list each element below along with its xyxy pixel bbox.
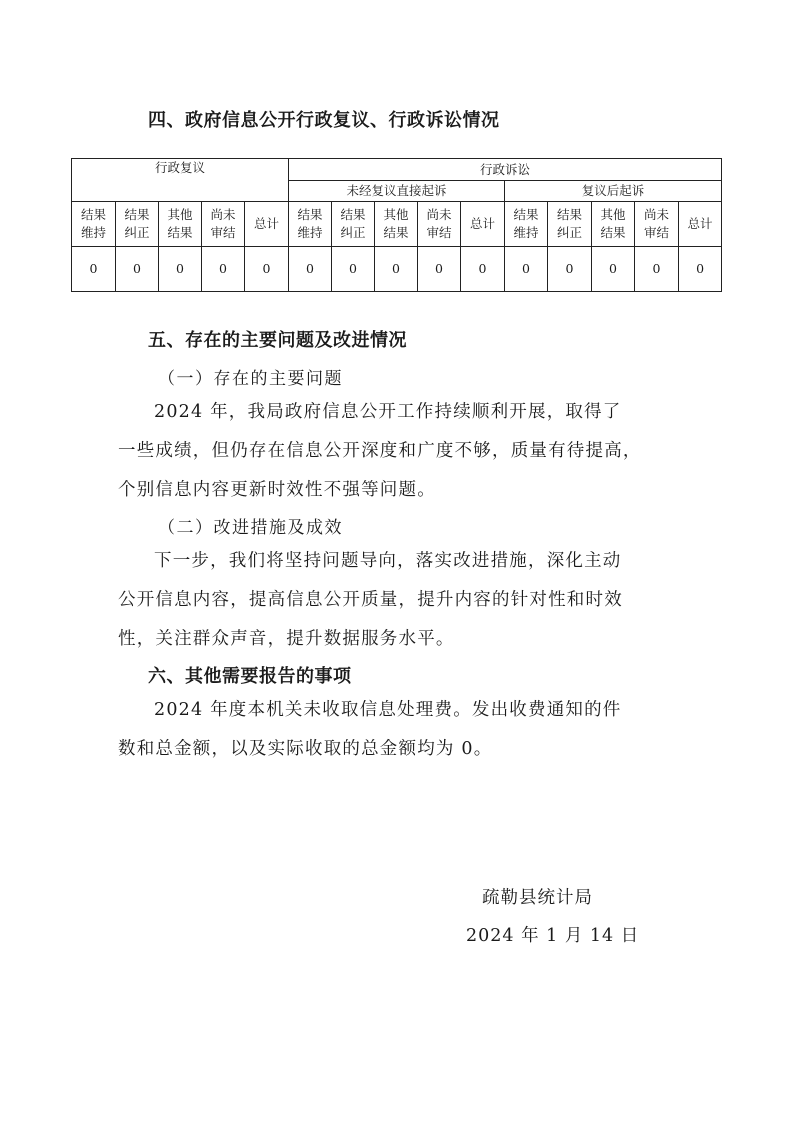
signature-org: 疏勒县统计局 xyxy=(482,888,593,908)
col-correct: 结果 纠正 xyxy=(548,202,592,247)
improvements-paragraph xyxy=(118,542,684,659)
value-cell: 0 xyxy=(159,247,202,292)
col-correct: 结果 纠正 xyxy=(332,202,375,247)
group-header-litigation: 行政诉讼 xyxy=(289,159,722,181)
paragraph-line: 2024 年，我局政府信息公开工作持续顺利开展，取得了 xyxy=(154,402,622,422)
col-total: 总计 xyxy=(461,202,505,247)
col-uphold: 结果 维持 xyxy=(289,202,332,247)
value-cell: 0 xyxy=(679,247,722,292)
col-pending: 尚未 审结 xyxy=(202,202,245,247)
value-cell: 0 xyxy=(635,247,679,292)
paragraph-line: 一些成绩，但仍存在信息公开深度和广度不够，质量有待提高， xyxy=(118,441,642,461)
value-cell: 0 xyxy=(245,247,289,292)
signature-date: 2024 年 1 月 14 日 xyxy=(466,926,640,946)
value-cell: 0 xyxy=(332,247,375,292)
col-pending: 尚未 审结 xyxy=(635,202,679,247)
subgroup-header-direct: 未经复议直接起诉 xyxy=(289,181,505,202)
col-pending: 尚未 审结 xyxy=(418,202,461,247)
review-litigation-table xyxy=(71,158,722,292)
value-cell: 0 xyxy=(289,247,332,292)
col-other: 其他 结果 xyxy=(375,202,418,247)
subheading-improvements: （二）改进措施及成效 xyxy=(158,518,343,538)
paragraph-line: 公开信息内容，提高信息公开质量，提升内容的针对性和时效 xyxy=(118,590,623,610)
value-cell: 0 xyxy=(116,247,159,292)
value-cell: 0 xyxy=(202,247,245,292)
section-4-heading: 四、政府信息公开行政复议、行政诉讼情况 xyxy=(148,110,500,131)
section-6-heading: 六、其他需要报告的事项 xyxy=(148,666,352,687)
table-row xyxy=(72,247,722,292)
paragraph-line: 2024 年度本机关未收取信息处理费。发出收费通知的件 xyxy=(154,700,622,720)
section-5-heading: 五、存在的主要问题及改进情况 xyxy=(148,330,407,351)
value-cell: 0 xyxy=(418,247,461,292)
col-correct: 结果 纠正 xyxy=(116,202,159,247)
value-cell: 0 xyxy=(592,247,635,292)
value-cell: 0 xyxy=(548,247,592,292)
column-header-row xyxy=(72,202,722,247)
col-total: 总计 xyxy=(679,202,722,247)
col-other: 其他 结果 xyxy=(592,202,635,247)
col-uphold: 结果 维持 xyxy=(505,202,548,247)
paragraph-line: 下一步，我们将坚持问题导向，落实改进措施，深化主动 xyxy=(154,551,622,571)
paragraph-line: 性，关注群众声音，提升数据服务水平。 xyxy=(118,629,455,649)
subgroup-header-after-review: 复议后起诉 xyxy=(505,181,722,202)
problems-paragraph xyxy=(118,393,684,510)
col-uphold: 结果 维持 xyxy=(72,202,116,247)
col-other: 其他 结果 xyxy=(159,202,202,247)
paragraph-line: 个别信息内容更新时效性不强等问题。 xyxy=(118,480,436,500)
paragraph-line: 数和总金额，以及实际收取的总金额均为 0。 xyxy=(118,739,493,759)
subheading-problems: （一）存在的主要问题 xyxy=(158,369,343,389)
value-cell: 0 xyxy=(72,247,116,292)
value-cell: 0 xyxy=(375,247,418,292)
group-header-review: 行政复议 xyxy=(72,159,289,202)
fees-paragraph xyxy=(118,691,684,769)
col-total: 总计 xyxy=(245,202,289,247)
value-cell: 0 xyxy=(505,247,548,292)
value-cell: 0 xyxy=(461,247,505,292)
